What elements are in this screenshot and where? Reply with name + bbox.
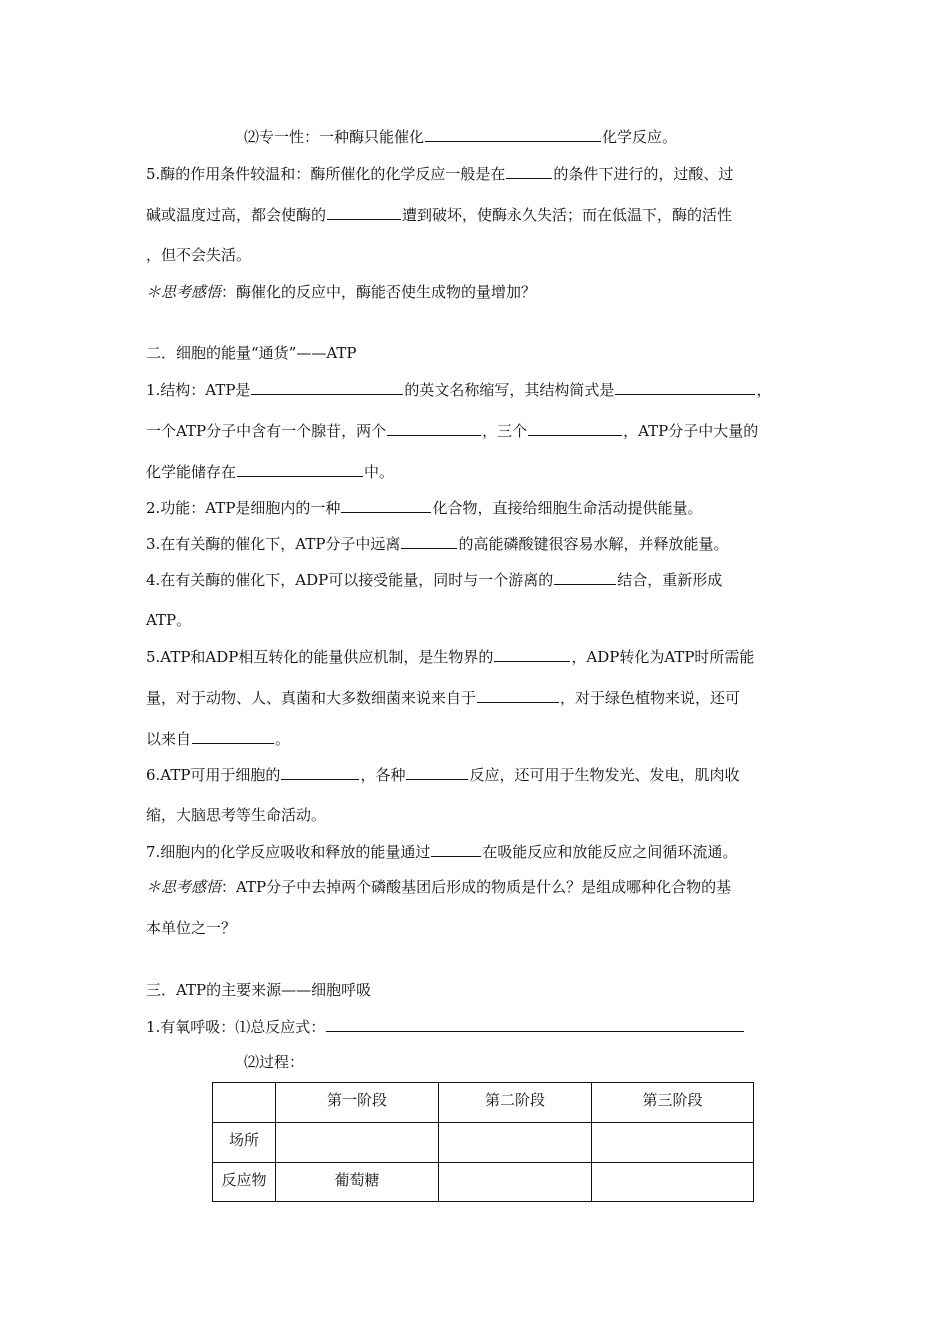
- fill-blank[interactable]: [327, 204, 401, 220]
- specificity-line: ⑵专一性：一种酶只能催化 化学反应。: [244, 128, 678, 146]
- fill-blank[interactable]: [192, 728, 274, 744]
- think-question-1: ＊思考感悟：酶催化的反应中，酶能否使生成物的量增加？: [146, 283, 537, 301]
- table-cell[interactable]: [276, 1123, 439, 1163]
- conditions-line-2: 碱或温度过高，都会使酶的 遭到破坏，使酶永久失活；而在低温下，酶的活性: [146, 206, 733, 224]
- table-row: [213, 1123, 754, 1163]
- table-row: [213, 1163, 754, 1202]
- fill-blank[interactable]: [554, 569, 616, 585]
- table-cell[interactable]: [439, 1123, 592, 1163]
- conditions-line: 5.酶的作用条件较温和：酶所催化的化学反应一般是在 的条件下进行的，过酸、过: [146, 165, 734, 183]
- conversion-line-2: 量，对于动物、人、真菌和大多数细菌来说来自于 ，对于绿色植物来说，还可: [146, 689, 741, 707]
- section-3-heading: 三．ATP的主要来源——细胞呼吸: [146, 981, 372, 999]
- fill-blank[interactable]: [494, 646, 570, 662]
- fill-blank[interactable]: [506, 163, 552, 179]
- hydrolysis-line: 3.在有关酶的催化下，ATP分子中远离 的高能磷酸键很容易水解，并释放能量。: [146, 535, 729, 553]
- think-question-2-cont: 本单位之一？: [146, 919, 237, 937]
- structure-line-2: 一个ATP分子中含有一个腺苷，两个 ，三个 ，ATP分子中大量的: [146, 422, 759, 440]
- table-row-label: 反应物: [213, 1163, 276, 1202]
- table-cell[interactable]: 葡萄糖: [276, 1163, 439, 1202]
- function-line: 2.功能：ATP是细胞内的一种 化合物，直接给细胞生命活动提供能量。: [146, 499, 703, 517]
- usage-line-2: 缩，大脑思考等生命活动。: [146, 806, 327, 824]
- conversion-line: 5.ATP和ADP相互转化的能量供应机制，是生物界的 ，ADP转化为ATP时所需能: [146, 648, 755, 666]
- table-row-label: 场所: [213, 1123, 276, 1163]
- process-label: ⑵过程：: [244, 1053, 305, 1071]
- fill-blank[interactable]: [326, 1016, 744, 1032]
- usage-line: 6.ATP可用于细胞的 ，各种 反应，还可用于生物发光、发电，肌肉收: [146, 766, 740, 784]
- section-2-heading: 二．细胞的能量“通货”——ATP: [146, 344, 357, 362]
- table-header-cell: 第三阶段: [592, 1083, 754, 1123]
- fill-blank[interactable]: [387, 420, 481, 436]
- fill-blank[interactable]: [528, 420, 622, 436]
- table-header-cell: 第二阶段: [439, 1083, 592, 1123]
- fill-blank[interactable]: [477, 687, 559, 703]
- fill-blank[interactable]: [406, 764, 468, 780]
- fill-blank[interactable]: [425, 126, 601, 142]
- structure-line: 1.结构：ATP是 的英文名称缩写，其结构简式是 ，: [146, 381, 772, 399]
- conversion-line-3: 以来自 。: [146, 730, 291, 748]
- fill-blank[interactable]: [251, 379, 403, 395]
- think-question-2: ＊思考感悟：ATP分子中去掉两个磷酸基团后形成的物质是什么？是组成哪种化合物的基: [146, 878, 732, 896]
- table-header-cell: 第一阶段: [276, 1083, 439, 1123]
- conditions-line-3: ，但不会失活。: [146, 246, 252, 264]
- synthesis-line-2: ATP。: [146, 611, 192, 629]
- table-cell[interactable]: [592, 1163, 754, 1202]
- synthesis-line: 4.在有关酶的催化下，ADP可以接受能量，同时与一个游离的 结合，重新形成: [146, 571, 723, 589]
- table-header-cell: [213, 1083, 276, 1123]
- fill-blank[interactable]: [237, 461, 363, 477]
- fill-blank[interactable]: [431, 841, 481, 857]
- fill-blank[interactable]: [615, 379, 755, 395]
- table-header-row: [213, 1083, 754, 1123]
- table-cell[interactable]: [439, 1163, 592, 1202]
- fill-blank[interactable]: [401, 533, 457, 549]
- aerobic-equation-line: 1.有氧呼吸：⑴总反应式：: [146, 1016, 745, 1037]
- fill-blank[interactable]: [281, 764, 359, 780]
- fill-blank[interactable]: [341, 497, 431, 513]
- energy-flow-line: 7.细胞内的化学反应吸收和释放的能量通过 在吸能反应和放能反应之间循环流通。: [146, 843, 738, 861]
- table-cell[interactable]: [592, 1123, 754, 1163]
- structure-line-3: 化学能储存在 中。: [146, 463, 395, 481]
- respiration-stage-table: [212, 1082, 754, 1202]
